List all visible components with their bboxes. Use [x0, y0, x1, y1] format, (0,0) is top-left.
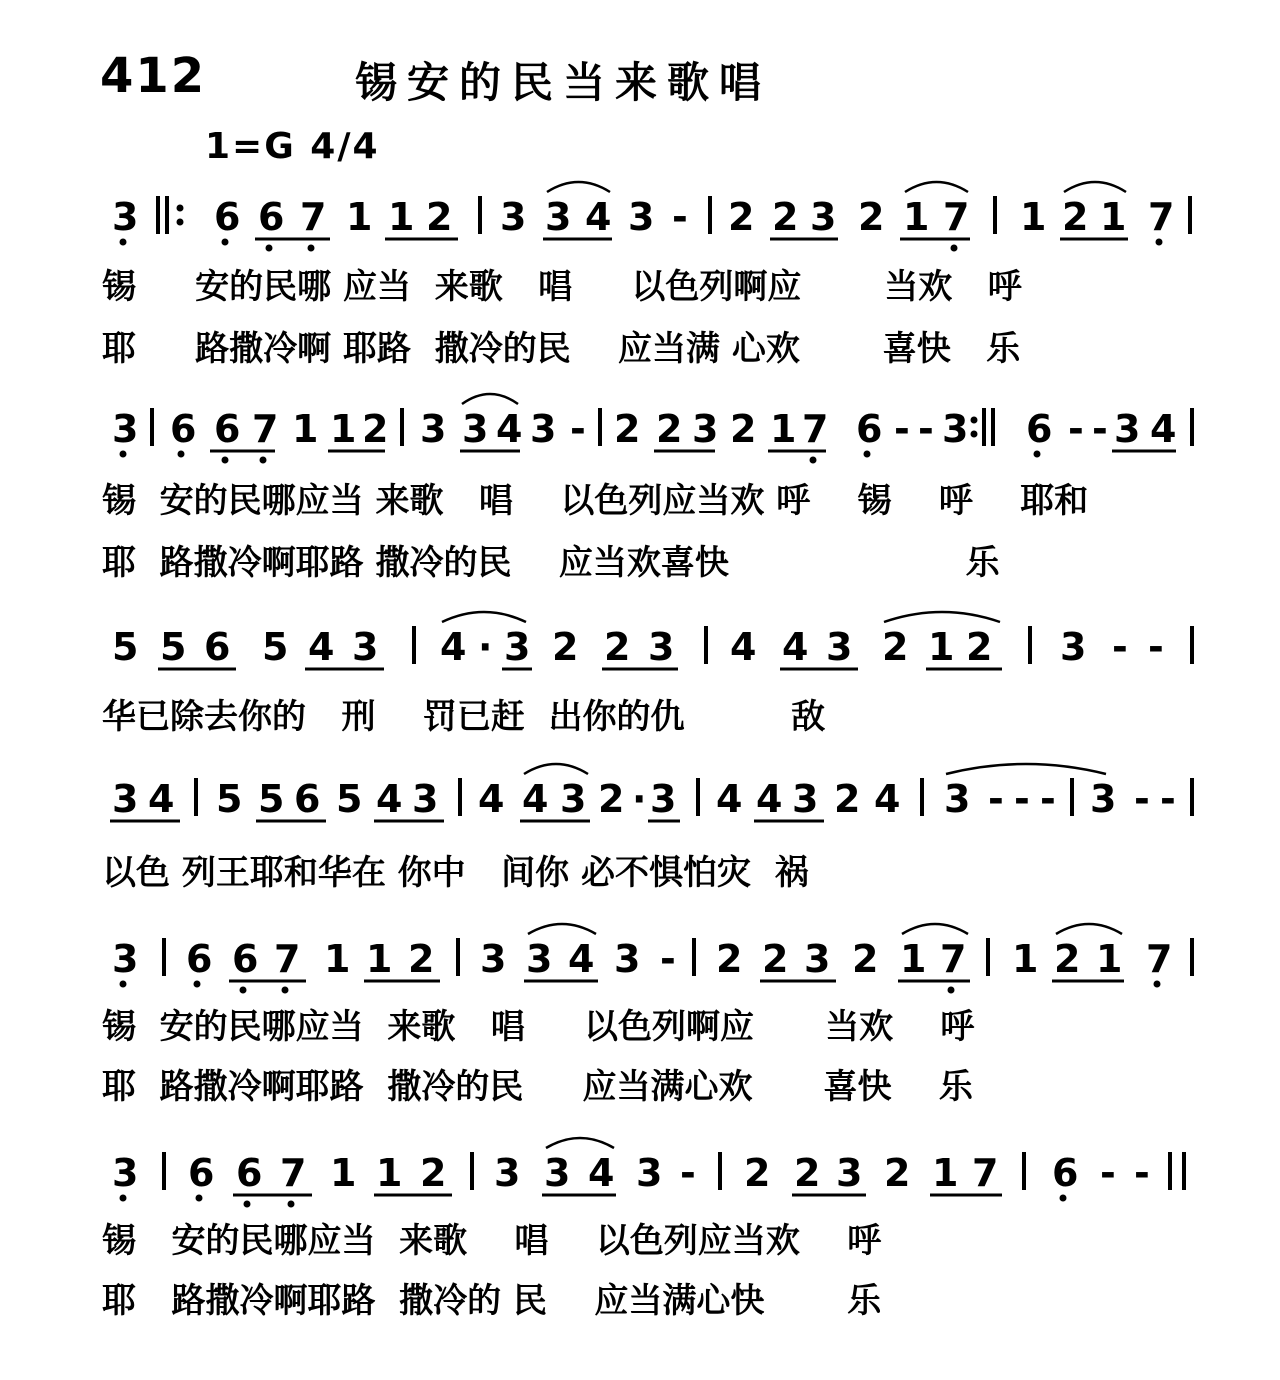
slur [528, 924, 596, 934]
sustain-dash: - [1100, 1151, 1116, 1195]
note: 3 [112, 407, 139, 451]
slur [524, 764, 588, 774]
note: 6 [236, 1151, 263, 1195]
note: 6 [214, 195, 241, 239]
note: 2 [408, 937, 435, 981]
octave-low-dot [260, 457, 267, 464]
sustain-dash: - [1112, 625, 1128, 669]
note: 3 [810, 195, 837, 239]
note: 1 [1100, 195, 1127, 239]
note: 2 [884, 1151, 911, 1195]
note: 7 [274, 937, 301, 981]
note: 3 [352, 625, 379, 669]
note: 1 [388, 195, 415, 239]
note: 3 [412, 777, 439, 821]
note: 4 [522, 777, 549, 821]
note: 3 [420, 407, 447, 451]
note: 4 [568, 937, 595, 981]
note: 6 [294, 777, 321, 821]
slur [902, 924, 968, 934]
note: 4 [716, 777, 743, 821]
note: 3 [1114, 407, 1141, 451]
octave-low-dot [1154, 981, 1161, 988]
note: 3 [112, 1151, 139, 1195]
slur [946, 764, 1106, 774]
note: 7 [943, 195, 970, 239]
octave-low-dot [288, 1201, 295, 1208]
octave-low-dot [178, 451, 185, 458]
note: 7 [300, 195, 327, 239]
note: 2 [426, 195, 453, 239]
note: 1 [292, 407, 319, 451]
note: 4 [1150, 407, 1177, 451]
lyric-line: 耶 路撒冷啊耶路 撒冷的民 应当满心欢 喜快 乐 [102, 1067, 973, 1107]
octave-low-dot [120, 451, 127, 458]
sustain-dash: - [1068, 407, 1084, 451]
sustain-dash: - [1092, 407, 1108, 451]
sustain-dash: - [1160, 777, 1176, 821]
lyric-line: 华已除去你的 刑 罚已赶 出你的仇 敌 [102, 697, 826, 737]
key-time-signature: 1=G 4/4 [205, 126, 380, 167]
note: 3 [628, 195, 655, 239]
octave-low-dot [308, 245, 315, 252]
note: 6 [170, 407, 197, 451]
note: 2 [834, 777, 861, 821]
note: 1 [330, 1151, 357, 1195]
note: 2 [1054, 937, 1081, 981]
note: 1 [366, 937, 393, 981]
note: 7 [280, 1151, 307, 1195]
note: 1 [932, 1151, 959, 1195]
lyric-line: 锡 安的民哪 应当 来歌 唱 以色列啊应 当欢 呼 [102, 267, 1022, 307]
note: 5 [336, 777, 363, 821]
note: 3 [526, 937, 553, 981]
note: 6 [204, 625, 231, 669]
note: 7 [1146, 937, 1173, 981]
octave-low-dot [1156, 239, 1163, 246]
note: 3 [112, 937, 139, 981]
note: 3 [804, 937, 831, 981]
note: 1 [900, 937, 927, 981]
note: 1 [376, 1151, 403, 1195]
slur [462, 394, 518, 404]
note: 5 [262, 625, 289, 669]
octave-low-dot [1034, 451, 1041, 458]
sustain-dash: - [570, 407, 586, 451]
note: 2 [852, 937, 879, 981]
note: 4 [730, 625, 757, 669]
note: 4 [376, 777, 403, 821]
lyric-line: 以色 列王耶和华在 你中 间你 必不惧怕灾 祸 [102, 853, 809, 893]
octave-low-dot [222, 239, 229, 246]
note: 5 [216, 777, 243, 821]
note: 1 [1020, 195, 1047, 239]
note: 3 [494, 1151, 521, 1195]
sustain-dash: - [672, 195, 688, 239]
note: 2 [716, 937, 743, 981]
note: 2 [420, 1151, 447, 1195]
sustain-dash: - [988, 777, 1004, 821]
dot-augmentation: · [478, 625, 493, 669]
note: 2 [772, 195, 799, 239]
note: 2 [362, 407, 389, 451]
note: 4 [756, 777, 783, 821]
note: 3 [112, 195, 139, 239]
note: 3 [648, 625, 675, 669]
note: 6 [1026, 407, 1053, 451]
hymn-title: 锡安的民当来歌唱 [355, 58, 772, 107]
note: 6 [1052, 1151, 1079, 1195]
repeat-dot [971, 431, 978, 438]
note: 2 [858, 195, 885, 239]
octave-low-dot [240, 987, 247, 994]
note: 3 [636, 1151, 663, 1195]
octave-low-dot [266, 245, 273, 252]
note: 2 [882, 625, 909, 669]
note: 4 [588, 1151, 615, 1195]
lyric-line: 锡 安的民哪应当 来歌 唱 以色列啊应 当欢 呼 [102, 1007, 975, 1047]
note: 4 [440, 625, 467, 669]
slur [884, 612, 1000, 622]
note: 3 [692, 407, 719, 451]
lyric-line: 锡 安的民哪应当 来歌 唱 以色列应当欢 呼 [102, 1221, 882, 1261]
octave-low-dot [282, 987, 289, 994]
note: 3 [944, 777, 971, 821]
note: 3 [826, 625, 853, 669]
note: 4 [585, 195, 612, 239]
note: 4 [496, 407, 523, 451]
note: 6 [186, 937, 213, 981]
note: 6 [214, 407, 241, 451]
note: 6 [258, 195, 285, 239]
sustain-dash: - [894, 407, 910, 451]
note: 3 [942, 407, 969, 451]
note: 4 [148, 777, 175, 821]
note: 3 [544, 1151, 571, 1195]
note: 3 [530, 407, 557, 451]
note: 6 [856, 407, 883, 451]
dot-augmentation: · [632, 777, 647, 821]
note: 3 [462, 407, 489, 451]
octave-low-dot [120, 239, 127, 246]
slur [1056, 924, 1122, 934]
note: 1 [330, 407, 357, 451]
note: 3 [1060, 625, 1087, 669]
note: 2 [614, 407, 641, 451]
sustain-dash: - [1014, 777, 1030, 821]
note: 1 [1096, 937, 1123, 981]
sustain-dash: - [1134, 1151, 1150, 1195]
sustain-dash: - [1148, 625, 1164, 669]
note: 2 [794, 1151, 821, 1195]
octave-low-dot [120, 1195, 127, 1202]
note: 5 [112, 625, 139, 669]
octave-low-dot [196, 1195, 203, 1202]
note: 3 [500, 195, 527, 239]
note: 4 [308, 625, 335, 669]
note: 4 [874, 777, 901, 821]
slur [546, 1138, 614, 1148]
octave-low-dot [1060, 1195, 1067, 1202]
note: 2 [656, 407, 683, 451]
slur [1064, 182, 1126, 192]
note: 2 [552, 625, 579, 669]
note: 2 [730, 407, 757, 451]
octave-low-dot [222, 457, 229, 464]
note: 2 [604, 625, 631, 669]
note: 3 [545, 195, 572, 239]
note: 1 [324, 937, 351, 981]
note: 2 [762, 937, 789, 981]
note: 2 [1062, 195, 1089, 239]
octave-low-dot [810, 457, 817, 464]
repeat-dot [177, 205, 184, 212]
repeat-dot [971, 417, 978, 424]
note: 7 [252, 407, 279, 451]
hymn-number: 412 [100, 48, 207, 104]
note: 7 [802, 407, 829, 451]
octave-low-dot [864, 451, 871, 458]
sustain-dash: - [918, 407, 934, 451]
octave-low-dot [951, 245, 958, 252]
note: 1 [770, 407, 797, 451]
note: 2 [966, 625, 993, 669]
note: 2 [598, 777, 625, 821]
note: 3 [836, 1151, 863, 1195]
note: 1 [346, 195, 373, 239]
lyric-line: 耶 路撒冷啊耶路 撒冷的 民 应当满心快 乐 [102, 1281, 882, 1321]
note: 2 [728, 195, 755, 239]
note: 4 [478, 777, 505, 821]
note: 2 [744, 1151, 771, 1195]
note: 7 [972, 1151, 999, 1195]
note: 5 [160, 625, 187, 669]
note: 1 [903, 195, 930, 239]
sustain-dash: - [1040, 777, 1056, 821]
note: 7 [1148, 195, 1175, 239]
octave-low-dot [244, 1201, 251, 1208]
octave-low-dot [948, 987, 955, 994]
sustain-dash: - [1134, 777, 1150, 821]
lyric-line: 耶 路撒冷啊 耶路 撒冷的民 应当满 心欢 喜快 乐 [102, 329, 1021, 369]
note: 6 [188, 1151, 215, 1195]
note: 7 [940, 937, 967, 981]
note: 3 [480, 937, 507, 981]
sustain-dash: - [660, 937, 676, 981]
lyric-line: 耶 路撒冷啊耶路 撒冷的民 应当欢喜快 乐 [102, 543, 1000, 583]
note: 1 [928, 625, 955, 669]
note: 3 [560, 777, 587, 821]
lyric-line: 锡 安的民哪应当 来歌 唱 以色列应当欢 呼 锡 呼 耶和 [102, 481, 1089, 521]
slur [547, 182, 610, 192]
sustain-dash: - [680, 1151, 696, 1195]
note: 3 [614, 937, 641, 981]
note: 3 [1090, 777, 1117, 821]
note: 3 [504, 625, 531, 669]
repeat-dot [177, 219, 184, 226]
note: 3 [792, 777, 819, 821]
slur [905, 182, 968, 192]
octave-low-dot [120, 981, 127, 988]
note: 6 [232, 937, 259, 981]
octave-low-dot [194, 981, 201, 988]
note: 3 [650, 777, 677, 821]
note: 1 [1012, 937, 1039, 981]
slur [442, 612, 526, 622]
note: 5 [258, 777, 285, 821]
note: 3 [112, 777, 139, 821]
note: 4 [782, 625, 809, 669]
